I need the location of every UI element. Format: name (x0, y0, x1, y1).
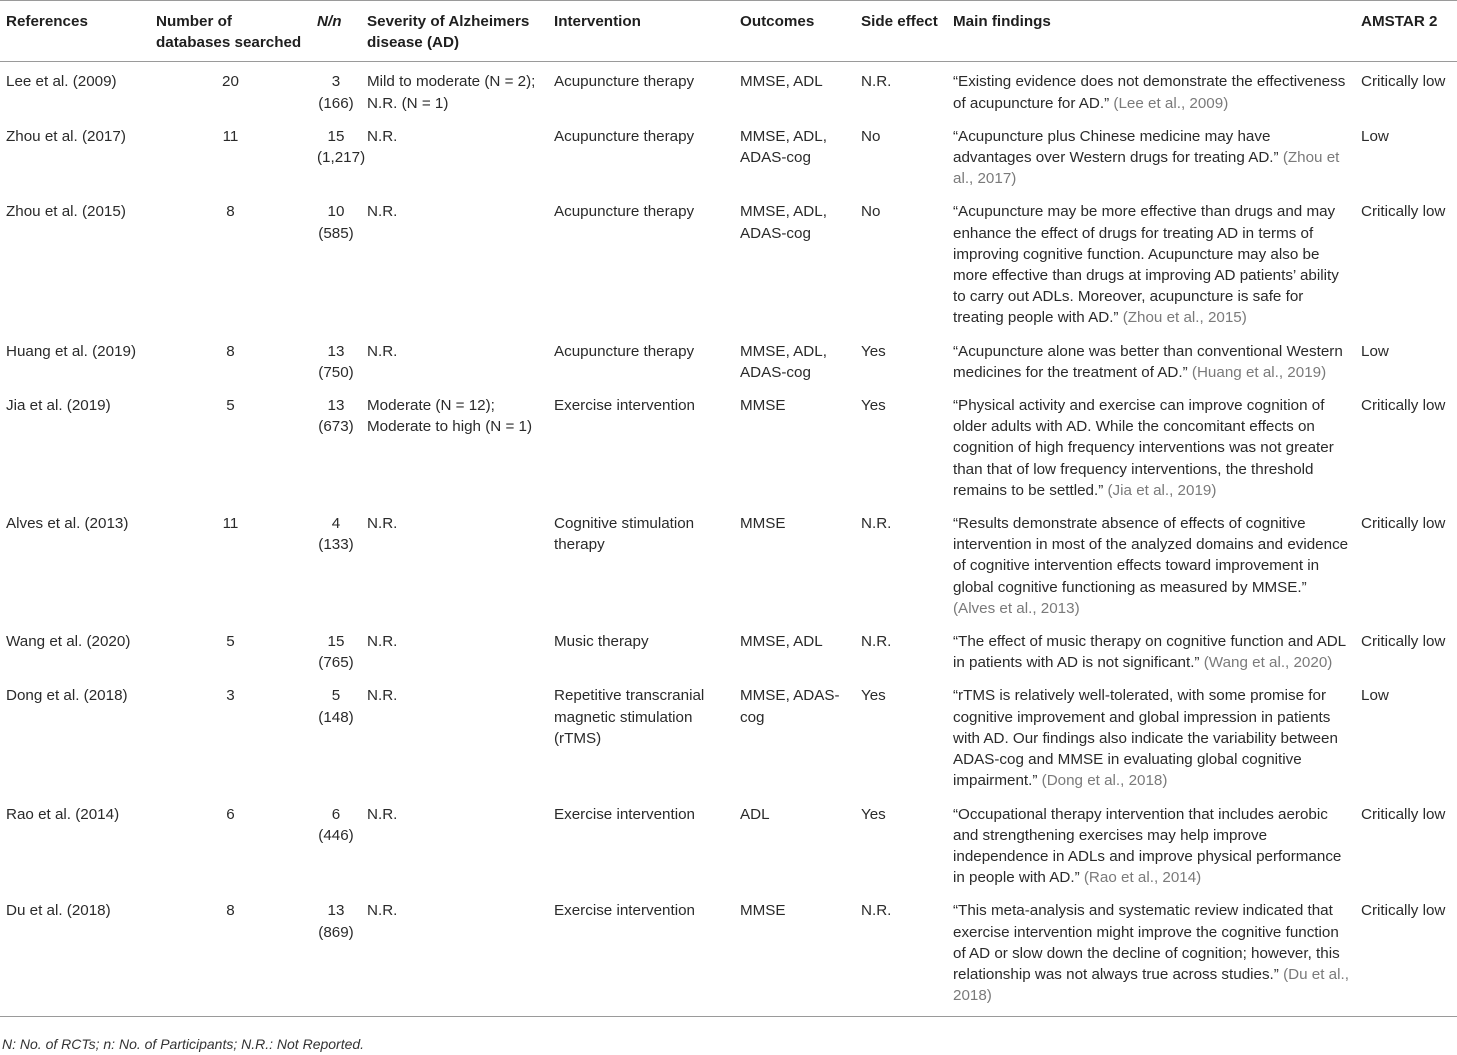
finding-quote: “This meta-analysis and systematic review indicated that exercise intervention might improve the cognitive function of AD or slow down the decline of cognition; however, this relationship was not always true across studies.” (953, 902, 1340, 983)
cell-outcomes-text: MMSE (740, 515, 786, 533)
finding-quote: “Acupuncture plus Chinese medicine may have advantages over Western drugs for treating AD.” (953, 127, 1279, 167)
cell-nn-text: 10 (585) (318, 203, 354, 242)
cell-nn-text: 13 (869) (318, 902, 354, 941)
table-row (0, 195, 1457, 334)
cell-main-finding (947, 120, 1355, 196)
cell-amstar (1355, 335, 1457, 389)
table-row (0, 625, 1457, 679)
cell-amstar-text: Critically low (1361, 515, 1446, 533)
cell-outcomes-text: MMSE, ADL, ADAS-cog (740, 127, 827, 167)
finding-quote: “Acupuncture may be more effective than drugs and may enhance the effect of drugs for treating AD in terms of improving cognitive function. Acupuncture may also be more effective than drugs at improving AD patients’ ability to carry out ADLs. Moreover, acupuncture is safe for treating people with AD.” (953, 203, 1339, 327)
cell-databases-text: 6 (226, 805, 235, 823)
cell-outcomes (734, 389, 855, 507)
cell-amstar (1355, 679, 1457, 797)
cell-main-finding (947, 625, 1355, 679)
cell-amstar (1355, 507, 1457, 625)
cell-side-effect (855, 679, 947, 797)
cell-databases (150, 507, 311, 625)
cell-outcomes (734, 335, 855, 389)
cell-amstar-text: Low (1361, 342, 1389, 360)
cell-severity (361, 389, 548, 507)
cell-main-finding (947, 195, 1355, 334)
finding-citation-link[interactable]: (Du et al., 2018) (953, 965, 1349, 1005)
cell-amstar (1355, 120, 1457, 196)
cell-side-effect (855, 507, 947, 625)
header-outcomes: Outcomes (734, 1, 855, 62)
finding-citation-link[interactable]: (Wang et al., 2020) (1203, 654, 1333, 672)
cell-databases-text: 8 (226, 902, 235, 920)
cell-databases-text: 20 (222, 73, 239, 91)
cell-reference-text[interactable]: Rao et al. (2014) (6, 805, 120, 823)
cell-nn (311, 679, 361, 797)
cell-databases (150, 62, 311, 120)
cell-intervention (548, 335, 734, 389)
cell-intervention (548, 625, 734, 679)
cell-nn-text: 15 (765) (318, 633, 354, 672)
header-row (0, 1, 1457, 62)
cell-databases (150, 389, 311, 507)
cell-side-effect (855, 389, 947, 507)
cell-intervention-text: Cognitive stimulation therapy (554, 515, 695, 554)
cell-side-effect (855, 120, 947, 196)
header-references: References (0, 1, 150, 62)
cell-reference (0, 679, 150, 797)
finding-quote: “Acupuncture alone was better than conventional Western medicines for the treatment of AD.” (953, 342, 1343, 381)
cell-intervention (548, 507, 734, 625)
cell-nn (311, 798, 361, 895)
cell-side-effect-text: N.R. (861, 73, 892, 91)
cell-databases (150, 195, 311, 334)
cell-main-finding (947, 507, 1355, 625)
finding-citation-link[interactable]: (Alves et al., 2013) (953, 599, 1080, 617)
cell-outcomes-text: MMSE, ADAS-cog (740, 687, 840, 726)
cell-side-effect-text: No (861, 203, 881, 221)
cell-amstar (1355, 798, 1457, 895)
cell-side-effect-text: N.R. (861, 902, 892, 920)
cell-severity-text: N.R. (367, 127, 398, 145)
finding-quote: “Occupational therapy intervention that includes aerobic and strengthening exercises may help improve independence in ADLs and improve physical performance in people with AD.” (953, 805, 1342, 887)
finding-quote: “Physical activity and exercise can improve cognition of older adults with AD. While the concomitant effects on cognition of high frequency interventions was not greater than that of low frequency interventions, the threshold remains to be settled.” (953, 397, 1334, 499)
cell-amstar-text: Critically low (1361, 805, 1446, 823)
cell-side-effect (855, 625, 947, 679)
finding-quote: “Existing evidence does not demonstrate the effectiveness of acupuncture for AD.” (953, 73, 1346, 112)
table-row (0, 335, 1457, 389)
cell-intervention-text: Acupuncture therapy (554, 127, 695, 145)
header-main-findings: Main findings (947, 1, 1355, 62)
cell-intervention-text: Exercise intervention (554, 805, 695, 823)
cell-amstar-text: Critically low (1361, 633, 1446, 651)
cell-nn (311, 195, 361, 334)
cell-nn (311, 62, 361, 120)
cell-side-effect (855, 894, 947, 1017)
cell-reference (0, 894, 150, 1017)
table-row (0, 507, 1457, 625)
cell-severity (361, 120, 548, 196)
cell-databases (150, 625, 311, 679)
cell-outcomes-text: ADL (740, 805, 770, 823)
finding-citation-link[interactable]: (Huang et al., 2019) (1191, 363, 1327, 381)
cell-amstar-text: Critically low (1361, 73, 1446, 91)
cell-nn (311, 120, 366, 196)
cell-side-effect (855, 335, 947, 389)
cell-main-finding (947, 798, 1355, 895)
cell-nn (311, 335, 361, 389)
header-intervention: Intervention (548, 1, 734, 62)
finding-citation-link[interactable]: (Lee et al., 2009) (1113, 94, 1229, 112)
cell-nn (311, 894, 361, 1017)
cell-nn (311, 625, 361, 679)
cell-reference-text[interactable]: Jia et al. (2019) (6, 397, 111, 415)
cell-nn (311, 389, 361, 507)
header-side-effect: Side effect (855, 1, 947, 62)
cell-reference-text[interactable]: Wang et al. (2020) (6, 633, 131, 651)
cell-amstar (1355, 894, 1457, 1017)
table-row (0, 120, 1457, 196)
cell-databases-text: 11 (222, 515, 239, 533)
table-row (0, 389, 1457, 507)
cell-main-finding (947, 389, 1355, 507)
cell-nn-text: 13 (750) (318, 342, 354, 381)
cell-intervention-text: Acupuncture therapy (554, 342, 695, 360)
cell-reference-text[interactable]: Alves et al. (2013) (6, 515, 129, 533)
cell-intervention (548, 62, 734, 120)
cell-severity-text: N.R. (367, 515, 398, 533)
table-row (0, 62, 1457, 120)
cell-side-effect-text: Yes (861, 342, 886, 360)
cell-databases (150, 120, 311, 196)
cell-nn-text: 6 (446) (318, 805, 354, 844)
cell-intervention (548, 120, 734, 196)
cell-reference (0, 389, 150, 507)
cell-intervention-text: Exercise intervention (554, 902, 695, 920)
table-row (0, 894, 1457, 1017)
cell-severity (361, 679, 548, 797)
cell-reference-text[interactable]: Zhou et al. (2015) (6, 203, 126, 221)
cell-reference (0, 798, 150, 895)
cell-databases-text: 8 (226, 203, 235, 221)
finding-citation-link[interactable]: (Rao et al., 2014) (1083, 869, 1202, 887)
cell-outcomes (734, 62, 855, 120)
cell-side-effect (855, 62, 947, 120)
cell-main-finding (947, 335, 1355, 389)
table-footnote: N: No. of RCTs; n: No. of Participants; N.R.: Not Reported. (2, 1036, 365, 1052)
cell-amstar-text: Low (1361, 687, 1389, 705)
header-severity: Severity of Alzheimers disease (AD) (361, 1, 548, 62)
cell-severity-text: N.R. (367, 687, 398, 705)
cell-outcomes (734, 625, 855, 679)
header-nn: N/n (311, 1, 361, 62)
cell-databases (150, 679, 311, 797)
cell-nn (311, 507, 361, 625)
cell-databases-text: 3 (226, 687, 235, 705)
finding-quote: “rTMS is relatively well-tolerated, with some promise for cognitive improvement and global impression in patients with AD. Our findings also indicate the variability between ADAS-cog and MMSE in evaluating global cognitive impairment.” (953, 687, 1338, 790)
cell-databases (150, 798, 311, 895)
cell-side-effect-text: No (861, 127, 881, 145)
cell-side-effect-text: Yes (861, 805, 886, 823)
cell-outcomes-text: MMSE, ADL, ADAS-cog (740, 203, 827, 242)
cell-intervention-text: Acupuncture therapy (554, 203, 695, 221)
finding-quote: “Results demonstrate absence of effects of cognitive intervention in most of the analyzed domains and evidence of cognitive intervention effects toward improvement in global cognitive functioning as measured by MMSE.” (953, 515, 1349, 596)
cell-main-finding (947, 62, 1355, 120)
cell-databases-text: 8 (226, 342, 235, 360)
cell-outcomes-text: MMSE, ADL, ADAS-cog (740, 342, 827, 381)
cell-reference (0, 120, 150, 196)
cell-severity (361, 894, 548, 1017)
cell-intervention-text: Exercise intervention (554, 397, 695, 415)
cell-databases (150, 335, 311, 389)
finding-citation-link[interactable]: (Dong et al., 2018) (1041, 772, 1168, 790)
header-databases: Number of databases searched (150, 1, 311, 62)
cell-intervention (548, 798, 734, 895)
finding-citation-link[interactable]: (Zhou et al., 2015) (1122, 309, 1247, 327)
cell-nn-text: 3 (166) (318, 73, 354, 112)
table-row (0, 798, 1457, 895)
cell-reference (0, 335, 150, 389)
cell-outcomes-text: MMSE (740, 902, 786, 920)
finding-quote: “The effect of music therapy on cognitive function and ADL in patients with AD is not significant.” (953, 633, 1346, 672)
cell-amstar (1355, 625, 1457, 679)
cell-severity-text: N.R. (367, 902, 398, 920)
cell-severity-text: Mild to moderate (N = 2); N.R. (N = 1) (367, 73, 536, 112)
cell-nn-text: 5 (148) (318, 687, 354, 726)
cell-intervention (548, 195, 734, 334)
cell-severity-text: Moderate (N = 12); Moderate to high (N = 1) (367, 397, 533, 436)
cell-severity-text: N.R. (367, 342, 398, 360)
cell-databases-text: 5 (226, 633, 235, 651)
cell-outcomes (734, 679, 855, 797)
cell-intervention-text: Repetitive transcranial magnetic stimulation (rTMS) (554, 687, 705, 747)
cell-reference (0, 62, 150, 120)
cell-reference-text[interactable]: Du et al. (2018) (6, 902, 111, 920)
cell-outcomes (734, 120, 855, 196)
cell-severity (361, 62, 548, 120)
cell-side-effect-text: N.R. (861, 515, 892, 533)
cell-reference-text[interactable]: Dong et al. (2018) (6, 687, 128, 705)
cell-outcomes (734, 507, 855, 625)
cell-outcomes (734, 798, 855, 895)
cell-amstar (1355, 389, 1457, 507)
cell-main-finding (947, 679, 1355, 797)
finding-citation-link[interactable]: (Zhou et al., 2017) (953, 149, 1340, 188)
cell-severity (361, 625, 548, 679)
cell-outcomes (734, 195, 855, 334)
cell-amstar-text: Low (1361, 127, 1389, 145)
cell-intervention-text: Music therapy (554, 633, 649, 651)
cell-side-effect (855, 195, 947, 334)
cell-intervention (548, 894, 734, 1017)
cell-severity-text: N.R. (367, 203, 398, 221)
table-row (0, 679, 1457, 797)
cell-reference (0, 507, 150, 625)
cell-reference (0, 195, 150, 334)
cell-side-effect-text: N.R. (861, 633, 892, 651)
cell-amstar-text: Critically low (1361, 397, 1446, 415)
cell-amstar-text: Critically low (1361, 203, 1446, 221)
cell-severity (361, 335, 548, 389)
cell-amstar-text: Critically low (1361, 902, 1446, 920)
cell-intervention (548, 389, 734, 507)
cell-amstar (1355, 62, 1457, 120)
cell-reference-text[interactable]: Lee et al. (2009) (6, 73, 117, 91)
cell-side-effect-text: Yes (861, 397, 886, 415)
cell-side-effect-text: Yes (861, 687, 886, 705)
cell-outcomes (734, 894, 855, 1017)
cell-databases (150, 894, 311, 1017)
cell-outcomes-text: MMSE, ADL (740, 633, 823, 651)
cell-outcomes-text: MMSE, ADL (740, 73, 823, 91)
cell-nn-text: 13 (673) (318, 397, 354, 436)
cell-databases-text: 5 (226, 397, 235, 415)
cell-severity (361, 195, 548, 334)
finding-citation-link[interactable]: (Jia et al., 2019) (1107, 481, 1217, 499)
cell-severity (361, 507, 548, 625)
header-amstar: AMSTAR 2 (1355, 1, 1457, 62)
cell-nn-text: 4 (133) (318, 515, 354, 554)
cell-severity-text: N.R. (367, 633, 398, 651)
cell-outcomes-text: MMSE (740, 397, 786, 415)
cell-main-finding (947, 894, 1355, 1017)
cell-reference-text[interactable]: Huang et al. (2019) (6, 342, 137, 360)
cell-severity (361, 798, 548, 895)
cell-intervention-text: Acupuncture therapy (554, 73, 695, 91)
cell-side-effect (855, 798, 947, 895)
cell-databases-text: 11 (222, 127, 239, 145)
cell-intervention (548, 679, 734, 797)
cell-reference (0, 625, 150, 679)
cell-reference-text[interactable]: Zhou et al. (2017) (6, 127, 126, 145)
cell-nn-text: 15 (1,217) (317, 127, 366, 167)
cell-amstar (1355, 195, 1457, 334)
cell-severity-text: N.R. (367, 805, 398, 823)
